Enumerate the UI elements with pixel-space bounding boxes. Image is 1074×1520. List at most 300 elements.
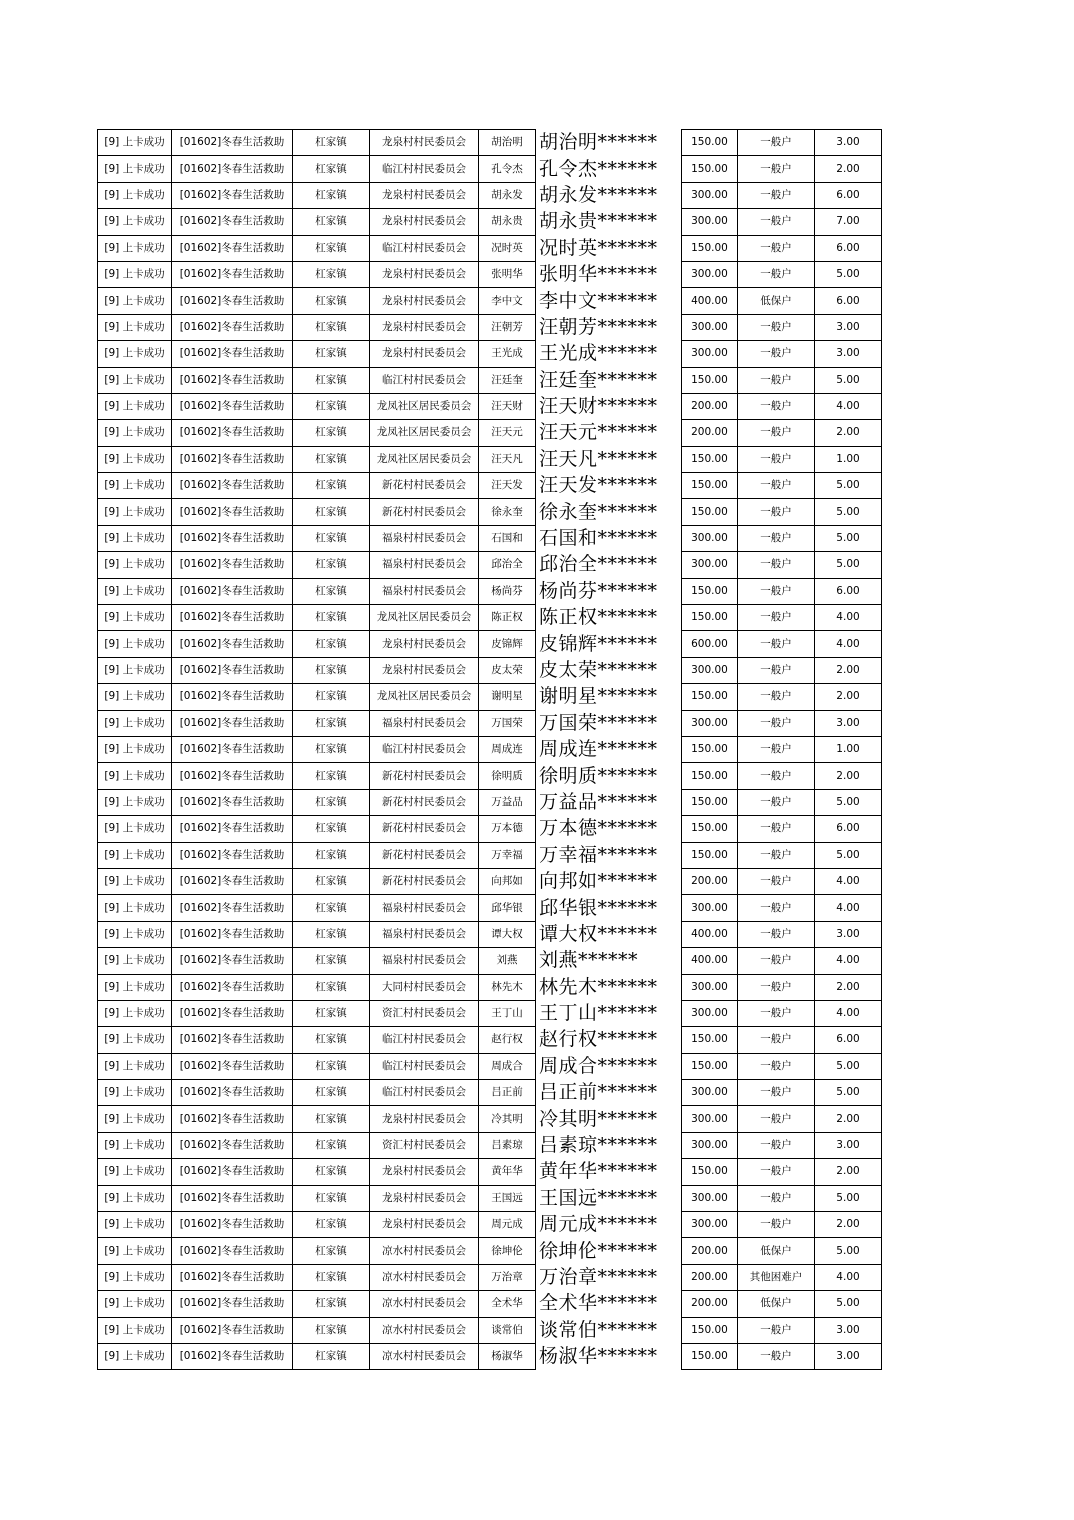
status-cell: [9] 上卡成功 — [98, 868, 172, 894]
amount-cell: 150.00 — [682, 130, 738, 156]
project-cell: [01602]冬春生活救助 — [172, 842, 293, 868]
masked-name-cell: 皮太荣****** — [539, 659, 658, 681]
project-cell: [01602]冬春生活救助 — [172, 1185, 293, 1211]
town-cell: 杠家镇 — [293, 684, 370, 710]
town-cell: 杠家镇 — [293, 1132, 370, 1158]
committee-cell: 新花村村民委员会 — [370, 816, 479, 842]
project-cell: [01602]冬春生活救助 — [172, 499, 293, 525]
name-cell: 周元成 — [479, 1212, 536, 1238]
name-cell: 谭大权 — [479, 921, 536, 947]
status-cell: [9] 上卡成功 — [98, 1159, 172, 1185]
table-row — [98, 235, 882, 261]
table-row — [98, 1185, 882, 1211]
amount-cell: 200.00 — [682, 1264, 738, 1290]
committee-cell: 凉水村村民委员会 — [370, 1317, 479, 1343]
amount-cell: 150.00 — [682, 446, 738, 472]
amount-cell: 200.00 — [682, 868, 738, 894]
project-cell: [01602]冬春生活救助 — [172, 789, 293, 815]
household-type-cell: 一般户 — [738, 367, 815, 393]
table-row — [98, 367, 882, 393]
household-type-cell: 一般户 — [738, 1080, 815, 1106]
status-cell: [9] 上卡成功 — [98, 1343, 172, 1369]
project-cell: [01602]冬春生活救助 — [172, 763, 293, 789]
household-type-cell: 一般户 — [738, 684, 815, 710]
name-cell: 皮太荣 — [479, 657, 536, 683]
household-type-cell: 低保户 — [738, 288, 815, 314]
masked-name-cell: 黄年华****** — [539, 1160, 658, 1183]
masked-name-cell: 谈常伯****** — [539, 1318, 658, 1341]
household-type-cell: 一般户 — [738, 261, 815, 287]
household-type-cell: 一般户 — [738, 473, 815, 499]
town-cell: 杠家镇 — [293, 1000, 370, 1026]
household-type-cell: 一般户 — [738, 816, 815, 842]
project-cell: [01602]冬春生活救助 — [172, 1080, 293, 1106]
people-count-cell: 4.00 — [815, 895, 882, 921]
name-cell: 石国和 — [479, 525, 536, 551]
status-cell: [9] 上卡成功 — [98, 1185, 172, 1211]
people-count-cell: 3.00 — [815, 314, 882, 340]
people-count-cell: 6.00 — [815, 816, 882, 842]
people-count-cell: 3.00 — [815, 1132, 882, 1158]
committee-cell: 新花村村民委员会 — [370, 499, 479, 525]
household-type-cell: 一般户 — [738, 842, 815, 868]
town-cell: 杠家镇 — [293, 1159, 370, 1185]
amount-cell: 300.00 — [682, 552, 738, 578]
masked-name-cell: 徐坤伦****** — [539, 1239, 658, 1262]
table-row — [98, 1132, 882, 1158]
household-type-cell: 一般户 — [738, 736, 815, 762]
amount-cell: 300.00 — [682, 974, 738, 1000]
table-row — [98, 921, 882, 947]
table-row — [98, 341, 882, 367]
town-cell: 杠家镇 — [293, 974, 370, 1000]
masked-name-cell: 吕正前****** — [539, 1081, 658, 1104]
people-count-cell: 4.00 — [815, 393, 882, 419]
status-cell: [9] 上卡成功 — [98, 684, 172, 710]
status-cell: [9] 上卡成功 — [98, 842, 172, 868]
people-count-cell: 2.00 — [815, 1106, 882, 1132]
committee-cell: 龙泉村村民委员会 — [370, 209, 479, 235]
amount-cell: 400.00 — [682, 948, 738, 974]
committee-cell: 龙泉村村民委员会 — [370, 1212, 479, 1238]
town-cell: 杠家镇 — [293, 1080, 370, 1106]
town-cell: 杠家镇 — [293, 420, 370, 446]
status-cell: [9] 上卡成功 — [98, 789, 172, 815]
status-cell: [9] 上卡成功 — [98, 473, 172, 499]
people-count-cell: 4.00 — [815, 605, 882, 631]
masked-name-cell: 王丁山****** — [539, 1002, 658, 1025]
people-count-cell: 5.00 — [815, 789, 882, 815]
committee-cell: 凉水村村民委员会 — [370, 1343, 479, 1369]
committee-cell: 临江村村民委员会 — [370, 1053, 479, 1079]
project-cell: [01602]冬春生活救助 — [172, 895, 293, 921]
masked-name-cell: 周成连****** — [539, 738, 658, 761]
masked-name-cell: 徐明质****** — [539, 764, 658, 787]
people-count-cell: 2.00 — [815, 420, 882, 446]
name-cell: 万幸福 — [479, 842, 536, 868]
table-row — [98, 789, 882, 815]
amount-cell: 150.00 — [682, 156, 738, 182]
table-row — [98, 393, 882, 419]
status-cell: [9] 上卡成功 — [98, 816, 172, 842]
household-type-cell: 一般户 — [738, 1317, 815, 1343]
name-cell: 杨尚芬 — [479, 578, 536, 604]
masked-name-cell: 张明华****** — [539, 263, 658, 286]
table-row — [98, 657, 882, 683]
status-cell: [9] 上卡成功 — [98, 921, 172, 947]
project-cell: [01602]冬春生活救助 — [172, 1291, 293, 1317]
table-row — [98, 288, 882, 314]
project-cell: [01602]冬春生活救助 — [172, 314, 293, 340]
committee-cell: 龙凤社区居民委员会 — [370, 393, 479, 419]
committee-cell: 龙泉村村民委员会 — [370, 130, 479, 156]
committee-cell: 福泉村村民委员会 — [370, 895, 479, 921]
town-cell: 杠家镇 — [293, 499, 370, 525]
masked-name-cell: 全术华****** — [539, 1292, 658, 1315]
status-cell: [9] 上卡成功 — [98, 209, 172, 235]
masked-name-cell: 汪天财****** — [539, 395, 658, 418]
project-cell: [01602]冬春生活救助 — [172, 1106, 293, 1132]
people-count-cell: 5.00 — [815, 552, 882, 578]
committee-cell: 临江村村民委员会 — [370, 1027, 479, 1053]
masked-name-cell: 胡治明****** — [539, 131, 658, 154]
project-cell: [01602]冬春生活救助 — [172, 1238, 293, 1264]
masked-name-cell: 谢明星****** — [539, 685, 658, 708]
name-cell: 徐永奎 — [479, 499, 536, 525]
table-row — [98, 1027, 882, 1053]
amount-cell: 150.00 — [682, 684, 738, 710]
status-cell: [9] 上卡成功 — [98, 605, 172, 631]
amount-cell: 150.00 — [682, 1317, 738, 1343]
name-cell: 王光成 — [479, 341, 536, 367]
project-cell: [01602]冬春生活救助 — [172, 130, 293, 156]
town-cell: 杠家镇 — [293, 1238, 370, 1264]
amount-cell: 150.00 — [682, 789, 738, 815]
committee-cell: 临江村村民委员会 — [370, 156, 479, 182]
project-cell: [01602]冬春生活救助 — [172, 1264, 293, 1290]
amount-cell: 150.00 — [682, 1343, 738, 1369]
name-cell: 徐坤伦 — [479, 1238, 536, 1264]
amount-cell: 200.00 — [682, 1238, 738, 1264]
household-type-cell: 一般户 — [738, 868, 815, 894]
status-cell: [9] 上卡成功 — [98, 314, 172, 340]
town-cell: 杠家镇 — [293, 1343, 370, 1369]
people-count-cell: 3.00 — [815, 710, 882, 736]
amount-cell: 150.00 — [682, 605, 738, 631]
status-cell: [9] 上卡成功 — [98, 736, 172, 762]
name-cell: 汪天元 — [479, 420, 536, 446]
project-cell: [01602]冬春生活救助 — [172, 974, 293, 1000]
town-cell: 杠家镇 — [293, 525, 370, 551]
project-cell: [01602]冬春生活救助 — [172, 156, 293, 182]
table-row — [98, 525, 882, 551]
household-type-cell: 一般户 — [738, 1343, 815, 1369]
household-type-cell: 一般户 — [738, 393, 815, 419]
status-cell: [9] 上卡成功 — [98, 657, 172, 683]
project-cell: [01602]冬春生活救助 — [172, 288, 293, 314]
household-type-cell: 一般户 — [738, 789, 815, 815]
town-cell: 杠家镇 — [293, 605, 370, 631]
project-cell: [01602]冬春生活救助 — [172, 657, 293, 683]
household-type-cell: 一般户 — [738, 1027, 815, 1053]
amount-cell: 150.00 — [682, 499, 738, 525]
amount-cell: 200.00 — [682, 1291, 738, 1317]
committee-cell: 龙凤社区居民委员会 — [370, 684, 479, 710]
committee-cell: 新花村村民委员会 — [370, 763, 479, 789]
project-cell: [01602]冬春生活救助 — [172, 1027, 293, 1053]
masked-name-cell: 谭大权****** — [539, 922, 658, 945]
table-row — [98, 1000, 882, 1026]
town-cell: 杠家镇 — [293, 314, 370, 340]
people-count-cell: 6.00 — [815, 182, 882, 208]
amount-cell: 300.00 — [682, 525, 738, 551]
status-cell: [9] 上卡成功 — [98, 261, 172, 287]
project-cell: [01602]冬春生活救助 — [172, 605, 293, 631]
household-type-cell: 一般户 — [738, 209, 815, 235]
name-cell: 汪朝芳 — [479, 314, 536, 340]
project-cell: [01602]冬春生活救助 — [172, 1000, 293, 1026]
masked-name-cell: 万本德****** — [539, 817, 658, 840]
committee-cell: 龙泉村村民委员会 — [370, 288, 479, 314]
name-cell: 胡永贵 — [479, 209, 536, 235]
household-type-cell: 一般户 — [738, 631, 815, 657]
amount-cell: 200.00 — [682, 420, 738, 446]
household-type-cell: 一般户 — [738, 1185, 815, 1211]
status-cell: [9] 上卡成功 — [98, 156, 172, 182]
table-row — [98, 710, 882, 736]
name-cell: 万益品 — [479, 789, 536, 815]
project-cell: [01602]冬春生活救助 — [172, 631, 293, 657]
name-cell: 汪天凡 — [479, 446, 536, 472]
people-count-cell: 3.00 — [815, 130, 882, 156]
masked-name-cell: 况时英****** — [539, 236, 658, 259]
table-row — [98, 314, 882, 340]
town-cell: 杠家镇 — [293, 209, 370, 235]
people-count-cell: 5.00 — [815, 499, 882, 525]
people-count-cell: 5.00 — [815, 473, 882, 499]
status-cell: [9] 上卡成功 — [98, 420, 172, 446]
people-count-cell: 2.00 — [815, 763, 882, 789]
masked-name-cell: 胡永发****** — [539, 183, 658, 206]
town-cell: 杠家镇 — [293, 393, 370, 419]
people-count-cell: 3.00 — [815, 1343, 882, 1369]
name-cell: 汪天发 — [479, 473, 536, 499]
household-type-cell: 一般户 — [738, 1053, 815, 1079]
town-cell: 杠家镇 — [293, 1106, 370, 1132]
table-row — [98, 182, 882, 208]
table-row — [98, 446, 882, 472]
status-cell: [9] 上卡成功 — [98, 288, 172, 314]
town-cell: 杠家镇 — [293, 948, 370, 974]
table-row — [98, 420, 882, 446]
masked-name-cell: 汪朝芳****** — [539, 315, 658, 338]
masked-name-cell: 周成合****** — [539, 1054, 658, 1077]
town-cell: 杠家镇 — [293, 710, 370, 736]
table-row — [98, 1343, 882, 1369]
name-cell: 汪天财 — [479, 393, 536, 419]
amount-cell: 300.00 — [682, 1000, 738, 1026]
committee-cell: 福泉村村民委员会 — [370, 578, 479, 604]
people-count-cell: 5.00 — [815, 1080, 882, 1106]
town-cell: 杠家镇 — [293, 1317, 370, 1343]
people-count-cell: 6.00 — [815, 235, 882, 261]
household-type-cell: 一般户 — [738, 921, 815, 947]
household-type-cell: 一般户 — [738, 156, 815, 182]
people-count-cell: 4.00 — [815, 868, 882, 894]
committee-cell: 临江村村民委员会 — [370, 235, 479, 261]
people-count-cell: 4.00 — [815, 631, 882, 657]
table-row — [98, 1106, 882, 1132]
committee-cell: 龙泉村村民委员会 — [370, 657, 479, 683]
amount-cell: 300.00 — [682, 1080, 738, 1106]
committee-cell: 新花村村民委员会 — [370, 842, 479, 868]
town-cell: 杠家镇 — [293, 446, 370, 472]
name-cell: 吕素琼 — [479, 1132, 536, 1158]
committee-cell: 龙泉村村民委员会 — [370, 182, 479, 208]
amount-cell: 300.00 — [682, 657, 738, 683]
name-cell: 徐明质 — [479, 763, 536, 789]
town-cell: 杠家镇 — [293, 182, 370, 208]
town-cell: 杠家镇 — [293, 1291, 370, 1317]
masked-name-cell: 王国远****** — [539, 1186, 658, 1209]
household-type-cell: 一般户 — [738, 499, 815, 525]
project-cell: [01602]冬春生活救助 — [172, 367, 293, 393]
table-row — [98, 974, 882, 1000]
status-cell: [9] 上卡成功 — [98, 710, 172, 736]
committee-cell: 资汇村村民委员会 — [370, 1132, 479, 1158]
status-cell: [9] 上卡成功 — [98, 631, 172, 657]
table-row — [98, 1317, 882, 1343]
household-type-cell: 一般户 — [738, 130, 815, 156]
project-cell: [01602]冬春生活救助 — [172, 816, 293, 842]
table-row — [98, 631, 882, 657]
status-cell: [9] 上卡成功 — [98, 393, 172, 419]
town-cell: 杠家镇 — [293, 895, 370, 921]
town-cell: 杠家镇 — [293, 868, 370, 894]
table-row — [98, 842, 882, 868]
town-cell: 杠家镇 — [293, 288, 370, 314]
name-cell: 杨淑华 — [479, 1343, 536, 1369]
project-cell: [01602]冬春生活救助 — [172, 1212, 293, 1238]
project-cell: [01602]冬春生活救助 — [172, 868, 293, 894]
table-row — [98, 130, 882, 156]
committee-cell: 临江村村民委员会 — [370, 736, 479, 762]
town-cell: 杠家镇 — [293, 1264, 370, 1290]
town-cell: 杠家镇 — [293, 921, 370, 947]
project-cell: [01602]冬春生活救助 — [172, 578, 293, 604]
amount-cell: 150.00 — [682, 842, 738, 868]
town-cell: 杠家镇 — [293, 816, 370, 842]
status-cell: [9] 上卡成功 — [98, 763, 172, 789]
household-type-cell: 一般户 — [738, 446, 815, 472]
people-count-cell: 2.00 — [815, 684, 882, 710]
people-count-cell: 7.00 — [815, 209, 882, 235]
status-cell: [9] 上卡成功 — [98, 235, 172, 261]
household-type-cell: 一般户 — [738, 1159, 815, 1185]
name-cell: 孔令杰 — [479, 156, 536, 182]
amount-cell: 150.00 — [682, 1159, 738, 1185]
table-row — [98, 261, 882, 287]
status-cell: [9] 上卡成功 — [98, 1238, 172, 1264]
amount-cell: 300.00 — [682, 261, 738, 287]
amount-cell: 300.00 — [682, 209, 738, 235]
status-cell: [9] 上卡成功 — [98, 1027, 172, 1053]
town-cell: 杠家镇 — [293, 130, 370, 156]
town-cell: 杠家镇 — [293, 1185, 370, 1211]
committee-cell: 凉水村村民委员会 — [370, 1264, 479, 1290]
amount-cell: 400.00 — [682, 921, 738, 947]
status-cell: [9] 上卡成功 — [98, 578, 172, 604]
town-cell: 杠家镇 — [293, 1053, 370, 1079]
table-row — [98, 895, 882, 921]
committee-cell: 新花村村民委员会 — [370, 473, 479, 499]
status-cell: [9] 上卡成功 — [98, 895, 172, 921]
masked-name-cell: 汪天元****** — [539, 421, 658, 444]
project-cell: [01602]冬春生活救助 — [172, 1317, 293, 1343]
household-type-cell: 一般户 — [738, 895, 815, 921]
amount-cell: 600.00 — [682, 631, 738, 657]
status-cell: [9] 上卡成功 — [98, 974, 172, 1000]
project-cell: [01602]冬春生活救助 — [172, 261, 293, 287]
committee-cell: 资汇村村民委员会 — [370, 1000, 479, 1026]
committee-cell: 龙泉村村民委员会 — [370, 341, 479, 367]
name-cell: 况时英 — [479, 235, 536, 261]
town-cell: 杠家镇 — [293, 1212, 370, 1238]
data-table — [97, 129, 882, 1370]
people-count-cell: 5.00 — [815, 261, 882, 287]
name-cell: 胡治明 — [479, 130, 536, 156]
people-count-cell: 2.00 — [815, 1212, 882, 1238]
committee-cell: 临江村村民委员会 — [370, 367, 479, 393]
committee-cell: 大同村村民委员会 — [370, 974, 479, 1000]
name-cell: 谢明星 — [479, 684, 536, 710]
household-type-cell: 一般户 — [738, 974, 815, 1000]
status-cell: [9] 上卡成功 — [98, 341, 172, 367]
committee-cell: 龙泉村村民委员会 — [370, 261, 479, 287]
household-type-cell: 其他困难户 — [738, 1264, 815, 1290]
amount-cell: 300.00 — [682, 1212, 738, 1238]
people-count-cell: 1.00 — [815, 736, 882, 762]
project-cell: [01602]冬春生活救助 — [172, 684, 293, 710]
masked-name-cell: 汪天凡****** — [539, 447, 658, 470]
people-count-cell: 2.00 — [815, 974, 882, 1000]
status-cell: [9] 上卡成功 — [98, 1212, 172, 1238]
people-count-cell: 4.00 — [815, 948, 882, 974]
project-cell: [01602]冬春生活救助 — [172, 921, 293, 947]
name-cell: 万治章 — [479, 1264, 536, 1290]
people-count-cell: 5.00 — [815, 525, 882, 551]
status-cell: [9] 上卡成功 — [98, 446, 172, 472]
project-cell: [01602]冬春生活救助 — [172, 446, 293, 472]
project-cell: [01602]冬春生活救助 — [172, 1053, 293, 1079]
name-cell: 黄年华 — [479, 1159, 536, 1185]
town-cell: 杠家镇 — [293, 789, 370, 815]
town-cell: 杠家镇 — [293, 736, 370, 762]
masked-name-cell: 周元成****** — [539, 1213, 658, 1236]
town-cell: 杠家镇 — [293, 235, 370, 261]
name-cell: 全术华 — [479, 1291, 536, 1317]
committee-cell: 福泉村村民委员会 — [370, 525, 479, 551]
name-cell: 吕正前 — [479, 1080, 536, 1106]
project-cell: [01602]冬春生活救助 — [172, 209, 293, 235]
status-cell: [9] 上卡成功 — [98, 1317, 172, 1343]
town-cell: 杠家镇 — [293, 578, 370, 604]
household-type-cell: 一般户 — [738, 1212, 815, 1238]
committee-cell: 龙凤社区居民委员会 — [370, 446, 479, 472]
name-cell: 刘燕 — [479, 948, 536, 974]
masked-name-cell: 万益品****** — [539, 790, 658, 813]
name-cell: 万本德 — [479, 816, 536, 842]
